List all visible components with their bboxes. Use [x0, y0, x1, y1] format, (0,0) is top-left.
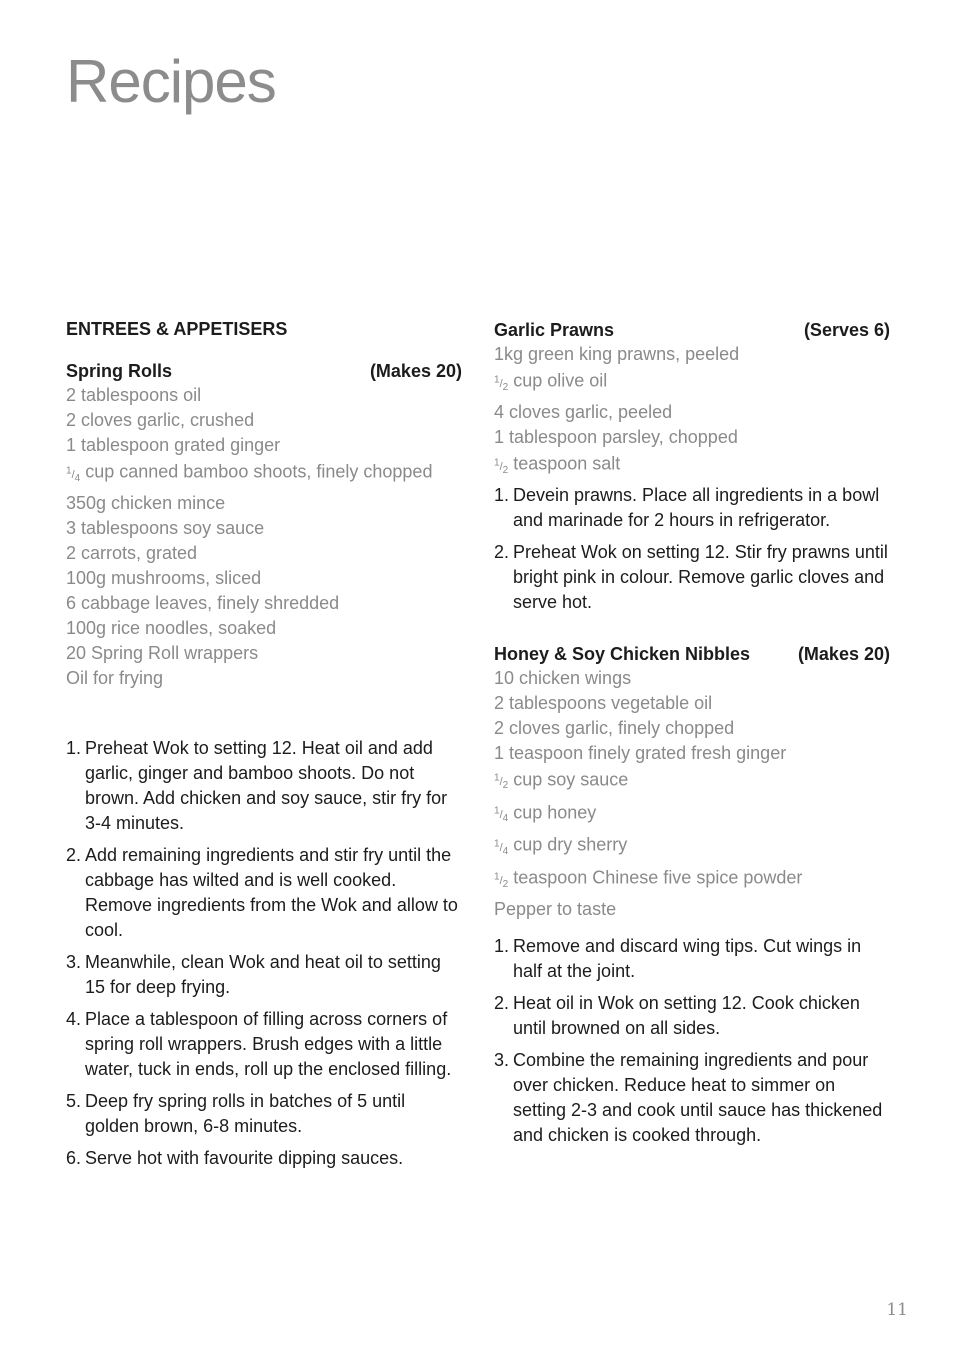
ingredient-item: 1kg green king prawns, peeled: [494, 344, 740, 364]
method-step: [494, 540, 890, 615]
ingredient-item: 4 cloves garlic, peeled: [494, 401, 673, 422]
ingredient-item: $^1/_2$ teaspoon salt: [494, 453, 621, 476]
method-step: [66, 736, 462, 836]
ingredient-item: $^1/_2$ teaspoon Chinese five spice powder: [494, 867, 803, 891]
ingredient-item: 1 tablespoon grated ginger: [66, 435, 281, 455]
fraction: $^1/_2$: [494, 871, 509, 891]
ingredient-item: $^1/_2$ cup olive oil: [494, 370, 608, 393]
recipe-garlic-prawns: [494, 318, 890, 615]
ingredient-item: 2 carrots, grated: [66, 542, 198, 563]
ingredient-item: 1 tablespoon parsley, chopped: [494, 426, 738, 447]
recipe-header: [494, 642, 890, 666]
fraction: $^1/_2$: [494, 374, 509, 393]
step-text: Meanwhile, clean Wok and heat oil to setting 15 for deep frying.: [85, 951, 441, 997]
ingredient-item: 100g rice noodles, soaked: [66, 617, 277, 638]
fraction: $^1/_2$: [494, 772, 509, 792]
recipe-header: [66, 359, 462, 383]
fraction: $^1/_4$: [494, 805, 509, 825]
method-list: [66, 736, 462, 1171]
ingredient-item: $^1/_4$ cup dry sherry: [494, 835, 628, 858]
fraction: $^1/_4$: [66, 465, 81, 484]
method-step: [66, 1146, 462, 1171]
step-text: Devein prawns. Place all ingredients in a bowl and marinade for 2 hours in refrigerator.: [513, 484, 880, 530]
ingredient-item: 2 tablespoons vegetable oil: [494, 692, 713, 713]
recipe-yield: (Makes 20): [797, 643, 890, 664]
ingredient-item: 6 cabbage leaves, finely shredded: [66, 592, 340, 613]
method-step: [66, 950, 462, 1000]
recipe-yield: (Serves 6): [803, 320, 890, 340]
step-text: Place a tablespoon of filling across corners of spring roll wrappers. Brush edges with a little water, tuck in ends, roll up the enclosed filling.: [85, 1008, 452, 1079]
ingredient-list: [494, 666, 890, 922]
ingredient-item: 2 tablespoons oil: [66, 385, 202, 405]
method-step: [494, 483, 890, 533]
right-column: [494, 318, 890, 1155]
ingredient-item: Pepper to taste: [494, 899, 617, 920]
page-number: 11: [886, 1300, 908, 1320]
step-text: Combine the remaining ingredients and pour over chicken. Reduce heat to simmer on setting 2-3 and cook until sauce has thickened and chicken is cooked through.: [513, 1050, 883, 1146]
step-text: Serve hot with favourite dipping sauces.: [85, 1147, 404, 1168]
method-step: [494, 934, 890, 984]
method-step: [66, 843, 462, 943]
ingredient-item: $^1/_4$ cup canned bamboo shoots, finely chopped: [66, 461, 433, 484]
ingredient-item: 1 teaspoon finely grated fresh ginger: [494, 742, 787, 763]
step-text: Heat oil in Wok on setting 12. Cook chicken until browned on all sides.: [513, 993, 860, 1039]
step-number: 2.: [494, 993, 510, 1014]
recipe-honey-soy-chicken: [494, 642, 890, 1148]
step-number: 1.: [494, 936, 510, 957]
step-number: 2.: [494, 541, 510, 562]
ingredient-item: 2 cloves garlic, crushed: [66, 410, 255, 430]
section-heading: ENTREES & APPETISERS: [66, 319, 288, 339]
recipe-name: Honey & Soy Chicken Nibbles: [494, 643, 751, 664]
method-list: [494, 483, 890, 615]
step-number: 3.: [494, 1050, 510, 1071]
step-text: Preheat Wok to setting 12. Heat oil and add garlic, ginger and bamboo shoots. Do not brown. Add chicken and soy sauce, stir fry for 3-4 minutes.: [85, 737, 448, 833]
page-title: Recipes: [66, 48, 276, 115]
method-list: [494, 934, 890, 1148]
recipe-spring-rolls: [66, 359, 462, 1171]
step-text: Add remaining ingredients and stir fry until the cabbage has wilted and is well cooked. Remove ingredients from the Wok and allow to cool.: [85, 844, 458, 940]
step-text: Remove and discard wing tips. Cut wings in half at the joint.: [513, 936, 862, 982]
step-number: 2.: [66, 844, 82, 865]
ingredient-item: 3 tablespoons soy sauce: [66, 517, 265, 538]
step-number: 6.: [66, 1147, 82, 1168]
method-step: [494, 1048, 890, 1148]
ingredient-list: [66, 383, 462, 691]
ingredient-item: Oil for frying: [66, 667, 164, 688]
method-step: [494, 991, 890, 1041]
recipe-name: Spring Rolls: [66, 361, 173, 381]
step-number: 3.: [66, 951, 82, 972]
fraction: $^1/_4$: [494, 838, 509, 858]
ingredient-item: 350g chicken mince: [66, 492, 226, 513]
recipe-header: [494, 318, 890, 342]
fraction: $^1/_2$: [494, 456, 509, 476]
recipe-name: Garlic Prawns: [494, 320, 615, 340]
ingredient-item: 100g mushrooms, sliced: [66, 567, 262, 588]
method-step: [66, 1007, 462, 1082]
step-number: 1.: [494, 484, 510, 505]
ingredient-item: 20 Spring Roll wrappers: [66, 642, 259, 663]
ingredient-item: $^1/_2$ cup soy sauce: [494, 769, 629, 792]
step-text: Preheat Wok on setting 12. Stir fry prawns until bright pink in colour. Remove garlic cloves and serve hot.: [513, 541, 888, 612]
method-step: [66, 1089, 462, 1139]
step-number: 4.: [66, 1008, 82, 1029]
recipe-yield: (Makes 20): [369, 361, 462, 381]
step-text: Deep fry spring rolls in batches of 5 until golden brown, 6-8 minutes.: [85, 1090, 406, 1136]
ingredient-item: $^1/_4$ cup honey: [494, 802, 597, 825]
ingredient-list: [494, 342, 890, 483]
ingredient-item: 2 cloves garlic, finely chopped: [494, 717, 735, 738]
step-number: 1.: [66, 737, 82, 758]
step-number: 5.: [66, 1090, 82, 1111]
left-column: [66, 318, 462, 1178]
ingredient-item: 10 chicken wings: [494, 667, 632, 688]
